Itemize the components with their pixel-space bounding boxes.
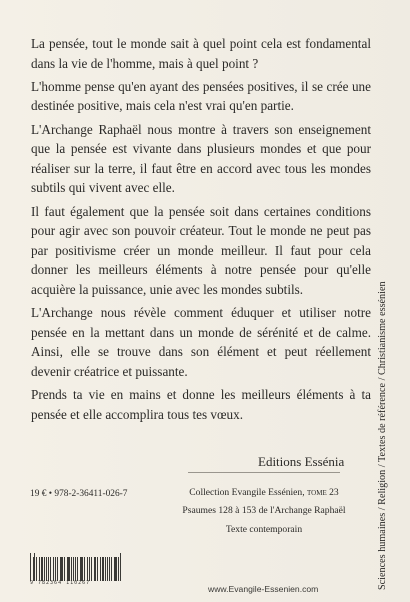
blurb-paragraph-3: L'Archange Raphaël nous montre à travers son enseignement que la pensée est vivante dans plusieurs mondes et que pour réaliser sur la terre, il faut être en accord avec tous les mondes subtils qui vivent avec elle.	[31, 121, 371, 196]
isbn-barcode	[30, 551, 122, 581]
collection-line	[175, 484, 353, 502]
barcode-bar	[71, 557, 72, 581]
blurb-paragraph-2: L'homme pense qu'en ayant des pensées positives, il se crée une destinée positive, mais cela n'est vrai qu'en partie.	[31, 78, 371, 114]
barcode-bar	[60, 557, 61, 581]
barcode-bar	[77, 557, 78, 581]
barcode-bar	[81, 557, 83, 581]
barcode-bar	[64, 557, 65, 581]
tome-number: tome 23	[307, 487, 339, 498]
barcode-bar	[87, 557, 88, 581]
barcode-bar	[36, 557, 37, 581]
barcode-bar	[115, 557, 116, 581]
barcode-bar	[94, 557, 95, 581]
blurb	[31, 34, 371, 428]
barcode-bar	[109, 557, 110, 581]
barcode-bar	[53, 557, 54, 581]
barcode-bar	[95, 557, 96, 581]
text-type: Texte contemporain	[225, 523, 303, 535]
barcode-bar	[61, 557, 63, 581]
psalms-range: Psaumes 128 à 153 de l'Archange Raphaël	[182, 505, 346, 517]
barcode-bar	[73, 557, 74, 581]
barcode-bar	[46, 557, 47, 581]
barcode-digits: 9 782364 110267	[30, 580, 91, 586]
barcode-bar	[41, 557, 43, 581]
barcode-bar	[30, 553, 31, 581]
barcode-bar	[89, 557, 90, 581]
barcode-bar	[44, 557, 45, 581]
barcode-bar	[75, 557, 76, 581]
barcode-bar	[67, 557, 68, 581]
barcode-bar	[57, 557, 58, 581]
barcode-bar	[97, 557, 98, 581]
barcode-bar	[105, 557, 106, 581]
barcode-bar	[39, 557, 40, 581]
barcode-bar	[34, 553, 35, 581]
collection-name: Collection Evangile Essénien,	[189, 487, 308, 498]
barcode-bar	[68, 557, 69, 581]
blurb-paragraph-1: La pensée, tout le monde sait à quel point cela est fondamental dans la vie de l'homme, mais à quel point ?	[31, 36, 371, 71]
category-spine-text: Sciences humaines / Religion / Textes de référence / Christianisme essénien	[377, 281, 388, 590]
barcode-bar	[91, 557, 92, 581]
blurb-paragraph-5: L'Archange nous révèle comment éduquer et utiliser notre pensée en la mettant dans un monde de sérénité et de calme. Ainsi, elle se trouve dans son élément et peut réellement devenir créatrice et puissante.	[31, 305, 371, 379]
blurb-paragraph-4: Il faut également que la pensée soit dans certaines conditions pour agir avec son pouvoir créateur. Tout le monde ne peut pas par positivisme créer un monde meilleur. Il faut pour cela donner les meilleurs éléments à notre pensée pour qu'elle acquière la puissance, unie avec les mondes subtils.	[31, 203, 371, 297]
publisher-name: Editions Essénia	[258, 454, 345, 469]
barcode-bar	[50, 557, 51, 581]
barcode-bar	[120, 553, 121, 581]
barcode-bar	[80, 557, 81, 581]
divider	[188, 472, 340, 473]
barcode-bar	[48, 557, 49, 581]
website-url: www.Evangile-Essenien.com	[208, 584, 319, 594]
barcode-bar	[84, 557, 85, 581]
barcode-bar	[118, 557, 119, 581]
blurb-paragraph-6: Prends ta vie en mains et donne les meilleurs éléments à ta pensée et elle accomplira tous tes vœux.	[31, 387, 371, 422]
barcode-bar	[102, 557, 104, 581]
price-isbn: 19 € • 978-2-36411-026-7	[30, 489, 128, 499]
barcode-bar	[100, 557, 101, 581]
barcode-bar	[114, 557, 115, 581]
barcode-bar	[33, 557, 34, 581]
collection-info	[175, 484, 353, 539]
barcode-bar	[111, 557, 112, 581]
barcode-bar	[55, 557, 56, 581]
barcode-bar	[107, 557, 108, 581]
